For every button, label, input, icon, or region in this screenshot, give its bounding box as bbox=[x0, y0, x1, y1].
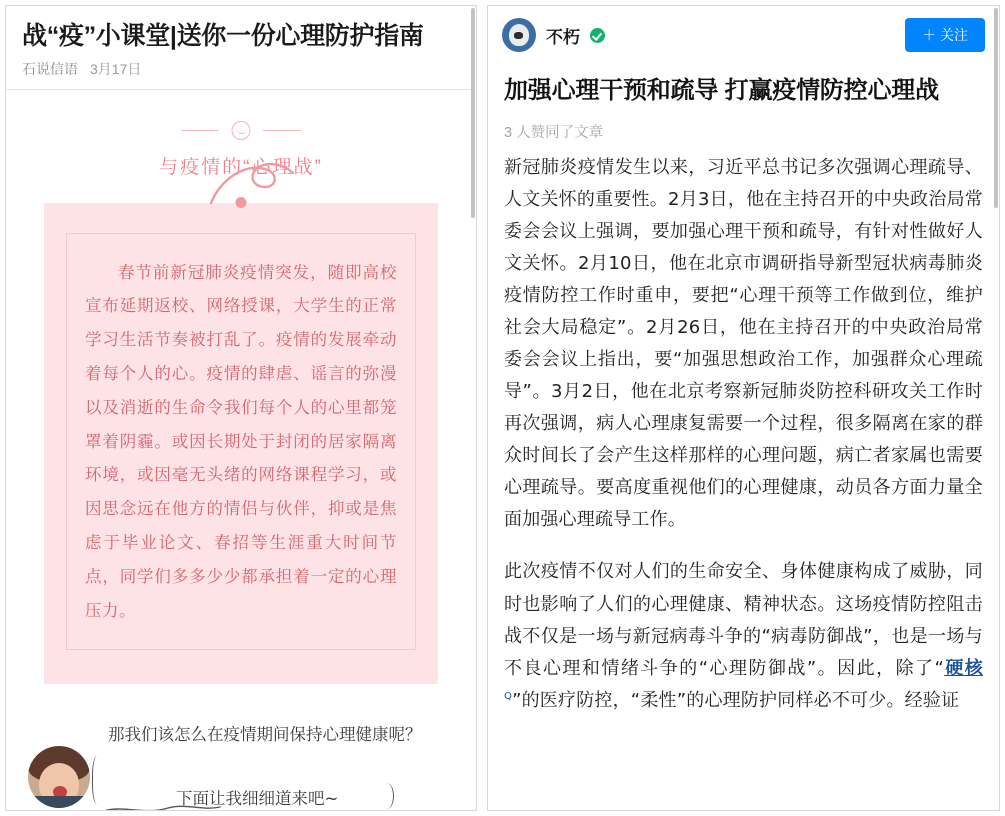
pink-note-card bbox=[44, 203, 438, 685]
verified-badge-icon bbox=[590, 28, 605, 43]
paragraph-2-text-b: ”的医疗防 bbox=[512, 689, 595, 711]
right-article-panel bbox=[487, 5, 1000, 811]
left-panel-scrollbar[interactable] bbox=[471, 8, 475, 218]
brace-icon bbox=[92, 756, 102, 804]
paragraph-2-text-c: 控，“柔性”的心理防护同样必不可少。经验证 bbox=[594, 689, 960, 711]
article-paragraph-2 bbox=[488, 556, 999, 716]
section-heading: 与疫情的“心理战” bbox=[159, 156, 323, 178]
paragraph-2-text-a: 此次疫情不仅对人们的生命安全、身体健康构成了威胁，同时也影响了人们的心理健康、精神状态。这场疫情防控阻击战不仅是一场与新冠病毒斗争的“病毒防御战”，也是一场与不良心理和情绪斗争的“心理防御战”。因此，除了“ bbox=[504, 561, 983, 679]
closing-text: 下面让我细细道来吧~ bbox=[176, 788, 339, 808]
closing-text-row bbox=[176, 785, 452, 809]
hardcore-inline-link[interactable]: 硬核 bbox=[944, 657, 983, 679]
left-article-panel bbox=[5, 5, 477, 811]
right-panel-scrollbar[interactable] bbox=[994, 8, 998, 208]
avatar bbox=[28, 746, 90, 808]
article-title: 加强心理干预和疏导 打赢疫情防控心理战 bbox=[504, 77, 939, 104]
question-text: 那我们该怎么在疫情期间保持心理健康呢？ bbox=[108, 725, 422, 745]
author-name: 石说信语 bbox=[22, 60, 78, 77]
avatar-shirt bbox=[28, 796, 90, 808]
avatar-beak-shape bbox=[514, 32, 523, 39]
card-body-text: 春节前新冠肺炎疫情突发，随即高校宣布延期返校、网络授课，大学生的正常学习生活节奏被打乱了。疫情的发展牵动着每个人的心。疫情的肆虐、谣言的弥漫以及消逝的生命令我们每个人的心里都笼罩着阴霾。或因长期处于封闭的居家隔离环境，或因毫无头绪的网络课程学习，或因思念远在他方的情侣与伙伴，抑或是焦虑于毕业论文、春招等生涯重大时间节点，同学们多多少少都承担着一定的心理压力。 bbox=[85, 262, 397, 620]
author-header bbox=[488, 6, 999, 62]
pin-icon bbox=[236, 197, 247, 208]
question-block bbox=[6, 720, 476, 811]
link-superscript-icon: Q bbox=[504, 690, 513, 702]
follow-button[interactable]: ＋ 关注 bbox=[905, 18, 985, 52]
author-avatar[interactable] bbox=[502, 18, 536, 52]
upvote-count-text: 3 人赞同了文章 bbox=[504, 125, 604, 142]
card-inner-frame bbox=[66, 233, 416, 651]
article-paragraph-1: 新冠肺炎疫情发生以来，习近平总书记多次强调心理疏导、人文关怀的重要性。2月3日，他在主持召开的中央政治局常委会会议上强调，要加强心理干预和疏导，有针对性做好人文关怀。2月10日，他在北京市调研指导新型冠状病毒肺炎疫情防控工作时重申，要把“心理干预等工作做到位，维护社会大局稳定”。2月26日，他在主持召开的中央政治局常委会会议上指出，要“加强思想政治工作，加强群众心理疏导”。3月2日，他在北京考察新冠肺炎防控科研攻关工作时再次强调，病人心理康复需要一个过程，很多隔离在家的群众时间长了会产生这样那样的心理问题，病亡者家属也需要心理疏导。要高度重视他们的心理健康，动员各方面力量全面加强心理疏导工作。 bbox=[504, 157, 983, 531]
smiley-circle-icon bbox=[232, 121, 251, 140]
publish-date: 3月17日 bbox=[90, 60, 142, 77]
ornament-icon bbox=[181, 118, 301, 142]
header-divider bbox=[6, 89, 476, 90]
byline bbox=[6, 57, 476, 89]
page-title: 战“疫”小课堂|送你一份心理防护指南 bbox=[22, 22, 424, 50]
paren-arc-icon bbox=[380, 783, 394, 809]
author-name[interactable]: 不朽 bbox=[546, 27, 580, 47]
